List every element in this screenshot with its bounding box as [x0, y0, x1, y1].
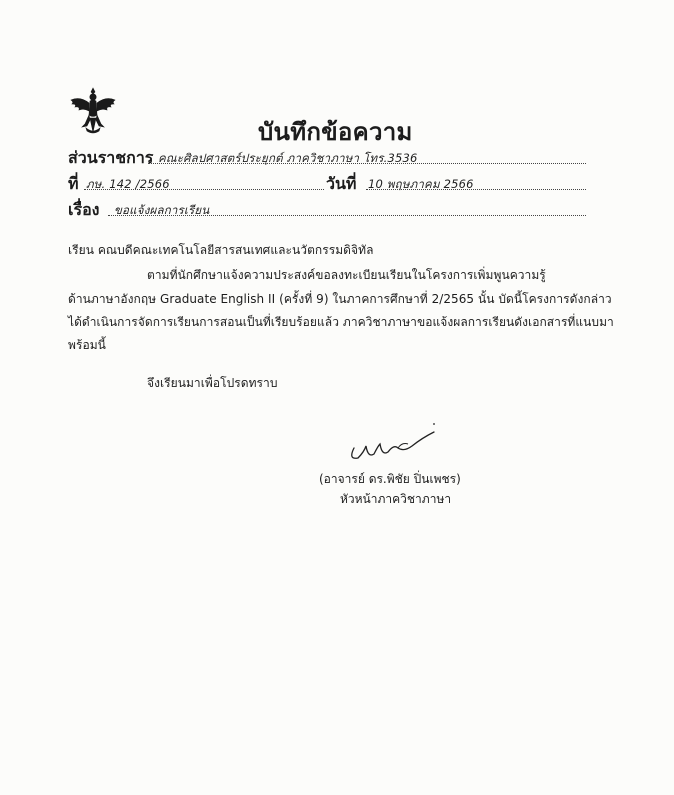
paragraph-line-2: ด้านภาษาอังกฤษ Graduate English II (ครั้งที่ 9) ในภาคการศึกษาที่ 2/2565 นั้น บัดนี้โครงการดังกล่าว: [68, 292, 612, 306]
department-label: ส่วนราชการ: [68, 148, 154, 167]
date-label: วันที่: [326, 174, 357, 193]
date-dotline: [366, 189, 586, 190]
handwritten-signature-icon: [346, 418, 442, 466]
garuda-emblem-icon: [68, 84, 118, 136]
signatory-position: หัวหน้าภาควิชาภาษา: [340, 492, 452, 506]
closing-line: จึงเรียนมาเพื่อโปรดทราบ: [147, 376, 278, 390]
signatory-name: (อาจารย์ ดร.พิชัย ปิ่นเพชร): [319, 472, 461, 486]
paragraph-line-4: พร้อมนี้: [68, 338, 106, 352]
paragraph-line-3: ได้ดำเนินการจัดการเรียนการสอนเป็นที่เรียบร้อยแล้ว ภาควิชาภาษาขอแจ้งผลการเรียนดังเอกสารที่แนบมา: [68, 315, 614, 329]
paragraph-line-1: ตามที่นักศึกษาแจ้งความประสงค์ขอลงทะเบียนเรียนในโครงการเพิ่มพูนความรู้: [147, 268, 546, 282]
subject-label: เรื่อง: [68, 200, 100, 219]
memo-title: บันทึกข้อความ: [258, 118, 413, 146]
date-value: 10 พฤษภาคม 2566: [368, 177, 474, 191]
department-dotline: [148, 163, 586, 164]
salutation: เรียน คณบดีคณะเทคโนโลยีสารสนเทศและนวัตกรรมดิจิทัล: [68, 243, 374, 257]
subject-dotline: [108, 215, 586, 216]
reference-value: ภษ. 142 /2566: [86, 177, 170, 191]
department-value: คณะศิลปศาสตร์ประยุกต์ ภาควิชาภาษา โทร.3536: [158, 151, 418, 165]
reference-dotline: [84, 189, 324, 190]
reference-label: ที่: [68, 174, 79, 193]
subject-value: ขอแจ้งผลการเรียน: [114, 203, 210, 217]
